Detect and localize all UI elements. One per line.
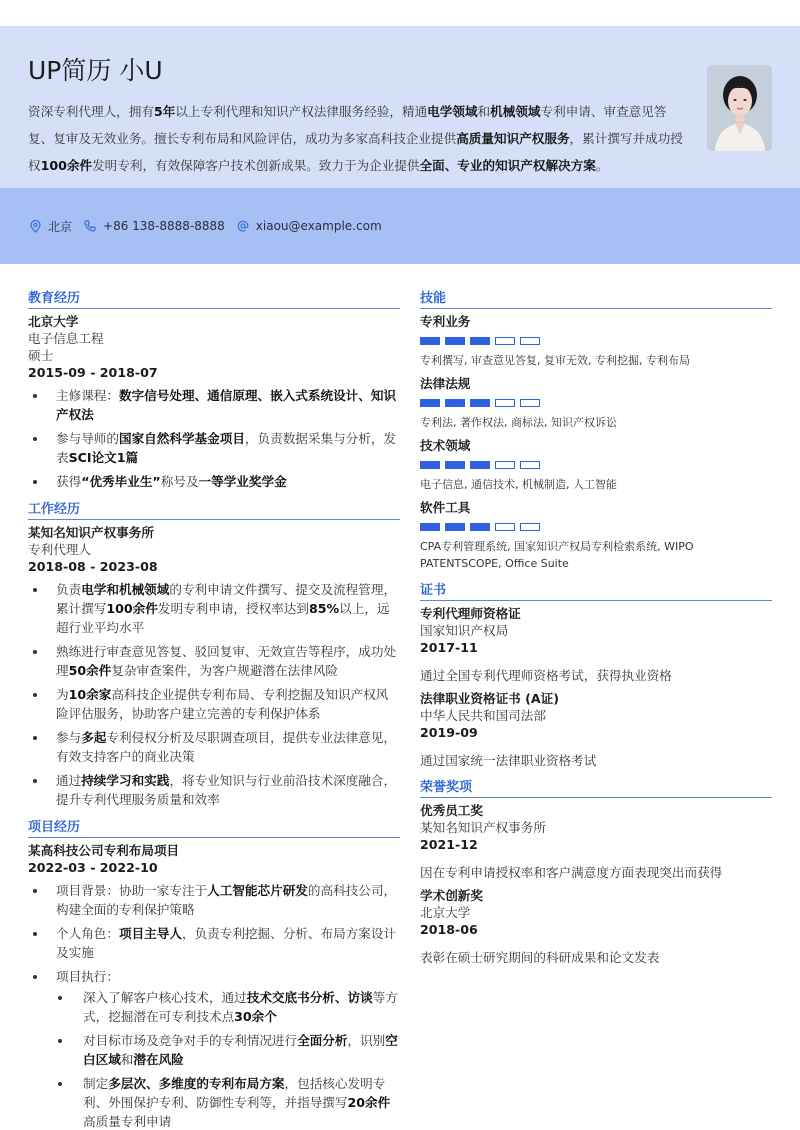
award-entry	[420, 802, 772, 881]
school-name: 北京大学	[28, 314, 79, 329]
list-item: 参与多起专利侵权分析及尽职调查项目，提供专业法律意见，有效支持客户的商业决策	[28, 728, 400, 766]
skill-segment-filled	[420, 523, 440, 531]
award-date: 2021-12	[420, 837, 478, 852]
project-name: 某高科技公司专利布局项目	[28, 843, 180, 858]
left-column	[28, 290, 400, 1130]
section-title-work: 工作经历	[28, 501, 400, 520]
skill-details: 电子信息, 通信技术, 机械制造, 人工智能	[420, 478, 617, 491]
certificate-name: 法律职业资格证书 (A证)	[420, 691, 559, 706]
section-title-education: 教育经历	[28, 290, 400, 309]
skill-segment-filled	[470, 523, 490, 531]
phone-icon	[84, 220, 96, 232]
skill-segment-filled	[470, 461, 490, 469]
list-item: 负责电学和机械领域的专利申请文件撰写、提交及流程管理，累计撰写100余件发明专利申请，授权率达到85%以上，远超行业平均水平	[28, 580, 400, 637]
execution-label: 项目执行：	[56, 969, 119, 984]
skill-segment-filled	[445, 461, 465, 469]
awards-section	[420, 779, 772, 966]
award-desc: 表彰在硕士研究期间的科研成果和论文发表	[420, 950, 660, 965]
certificate-issuer: 中华人民共和国司法部	[420, 708, 546, 723]
section-title-awards: 荣誉奖项	[420, 779, 772, 798]
skill-name: 技术领域	[420, 438, 471, 453]
list-item: 通过持续学习和实践，将专业知识与行业前沿技术深度融合，提升专利代理服务质量和效率	[28, 771, 400, 809]
company-name: 某知名知识产权事务所	[28, 525, 154, 540]
email-text[interactable]: xiaou@example.com	[255, 219, 382, 233]
location-pin-icon	[30, 220, 41, 233]
work-bullets	[28, 580, 400, 809]
skill-segment-empty	[520, 461, 540, 469]
skill-segment-filled	[445, 523, 465, 531]
contact-phone	[84, 219, 225, 233]
list-item: 参与导师的国家自然科学基金项目，负责数据采集与分析，发表SCI论文1篇	[28, 429, 400, 467]
skill-level-bar	[420, 399, 772, 407]
skill-segment-empty	[495, 523, 515, 531]
award-date: 2018-06	[420, 922, 478, 937]
project-bullets	[28, 881, 400, 1130]
skill-details: 专利撰写, 审查意见答复, 复审无效, 专利挖掘, 专利布局	[420, 354, 690, 367]
certificate-date: 2019-09	[420, 725, 478, 740]
degree: 硕士	[28, 348, 54, 363]
skill-segment-empty	[495, 337, 515, 345]
certificate-date: 2017-11	[420, 640, 478, 655]
skill-level-bar	[420, 461, 772, 469]
portrait-image	[707, 65, 772, 151]
skill-details: CPA专利管理系统, 国家知识产权局专利检索系统, WIPO PATENTSCOPE, Office Suite	[420, 540, 694, 570]
skill-segment-filled	[470, 399, 490, 407]
job-role: 专利代理人	[28, 542, 91, 557]
skill-segment-empty	[520, 337, 540, 345]
education-entry	[28, 313, 400, 491]
project-date: 2022-03 - 2022-10	[28, 860, 158, 875]
section-title-skills: 技能	[420, 290, 772, 309]
skills-section	[420, 290, 772, 572]
list-item: 主修课程：数字信号处理、通信原理、嵌入式系统设计、知识产权法	[28, 386, 400, 424]
skill-item	[420, 499, 772, 572]
certificate-name: 专利代理师资格证	[420, 606, 521, 621]
award-desc: 因在专利申请授权率和客户满意度方面表现突出而获得	[420, 865, 723, 880]
skill-level-bar	[420, 337, 772, 345]
resume-header	[0, 26, 800, 188]
list-item: 熟练进行审查意见答复、驳回复审、无效宣告等程序，成功处理50余件复杂审查案件，为客户规避潜在法律风险	[28, 642, 400, 680]
list-item: 获得“优秀毕业生”称号及一等学业奖学金	[28, 472, 400, 491]
candidate-name: UP简历 小U	[28, 56, 163, 85]
skill-segment-filled	[420, 337, 440, 345]
contact-bar	[0, 188, 800, 264]
email-at-icon	[237, 220, 249, 232]
education-section	[28, 290, 400, 491]
skill-segment-empty	[520, 523, 540, 531]
award-issuer: 某知名知识产权事务所	[420, 820, 546, 835]
certificate-desc: 通过全国专利代理师资格考试，获得执业资格	[420, 668, 672, 683]
project-entry	[28, 842, 400, 1130]
skill-name: 法律法规	[420, 376, 471, 391]
skill-segment-empty	[495, 399, 515, 407]
skill-item	[420, 313, 772, 369]
right-column	[420, 290, 772, 976]
profile-summary: 资深专利代理人，拥有5年以上专利代理和知识产权法律服务经验，精通电学领域和机械领域专利申请、审查意见答复、复审及无效业务。擅长专利布局和风险评估，成功为多家高科技企业提供高质量知识产权服务，累计撰写并成功授权100余件发明专利，有效保障客户技术创新成果。致力于为企业提供全面、专业的知识产权解决方案。	[28, 104, 683, 173]
skill-segment-filled	[420, 461, 440, 469]
sub-list-item: 制定多层次、多维度的专利布局方案，包括核心发明专利、外围保护专利、防御性专利等，并指导撰写20余件高质量专利申请	[56, 1074, 400, 1130]
award-issuer: 北京大学	[420, 905, 471, 920]
profile-photo	[707, 65, 772, 151]
skill-segment-empty	[520, 399, 540, 407]
contact-email	[237, 219, 382, 233]
list-item-execution	[28, 967, 400, 1130]
execution-sub-bullets	[56, 988, 400, 1130]
list-item: 个人角色：项目主导人，负责专利挖掘、分析、布局方案设计及实施	[28, 924, 400, 962]
skill-segment-filled	[445, 399, 465, 407]
skill-item	[420, 375, 772, 431]
skill-segment-filled	[470, 337, 490, 345]
skill-item	[420, 437, 772, 493]
skill-level-bar	[420, 523, 772, 531]
skill-name: 软件工具	[420, 500, 471, 515]
work-section	[28, 501, 400, 809]
contact-location	[30, 218, 72, 235]
skill-name: 专利业务	[420, 314, 471, 329]
skill-segment-filled	[420, 399, 440, 407]
skill-details: 专利法, 著作权法, 商标法, 知识产权诉讼	[420, 416, 617, 429]
award-name: 学术创新奖	[420, 888, 483, 903]
award-name: 优秀员工奖	[420, 803, 483, 818]
skill-segment-empty	[495, 461, 515, 469]
projects-section	[28, 819, 400, 1130]
section-title-certificates: 证书	[420, 582, 772, 601]
award-entry	[420, 887, 772, 966]
major: 电子信息工程	[28, 331, 104, 346]
certificate-entry	[420, 690, 772, 769]
list-item: 项目背景：协助一家专注于人工智能芯片研发的高科技公司，构建全面的专利保护策略	[28, 881, 400, 919]
list-item: 为10余家高科技企业提供专利布局、专利挖掘及知识产权风险评估服务，协助客户建立完善的专利保护体系	[28, 685, 400, 723]
top-margin	[0, 0, 800, 26]
work-date: 2018-08 - 2023-08	[28, 559, 158, 574]
certificate-issuer: 国家知识产权局	[420, 623, 509, 638]
section-title-projects: 项目经历	[28, 819, 400, 838]
sub-list-item: 深入了解客户核心技术，通过技术交底书分析、访谈等方式，挖掘潜在可专利技术点30余个	[56, 988, 400, 1026]
sub-list-item: 对目标市场及竞争对手的专利情况进行全面分析，识别空白区域和潜在风险	[56, 1031, 400, 1069]
certificate-entry	[420, 605, 772, 684]
phone-text: +86 138-8888-8888	[103, 219, 225, 233]
certificate-desc: 通过国家统一法律职业资格考试	[420, 753, 597, 768]
education-bullets	[28, 386, 400, 491]
skill-segment-filled	[445, 337, 465, 345]
certificates-section	[420, 582, 772, 769]
location-text: 北京	[48, 219, 73, 234]
work-entry	[28, 524, 400, 809]
education-date: 2015-09 - 2018-07	[28, 365, 158, 380]
